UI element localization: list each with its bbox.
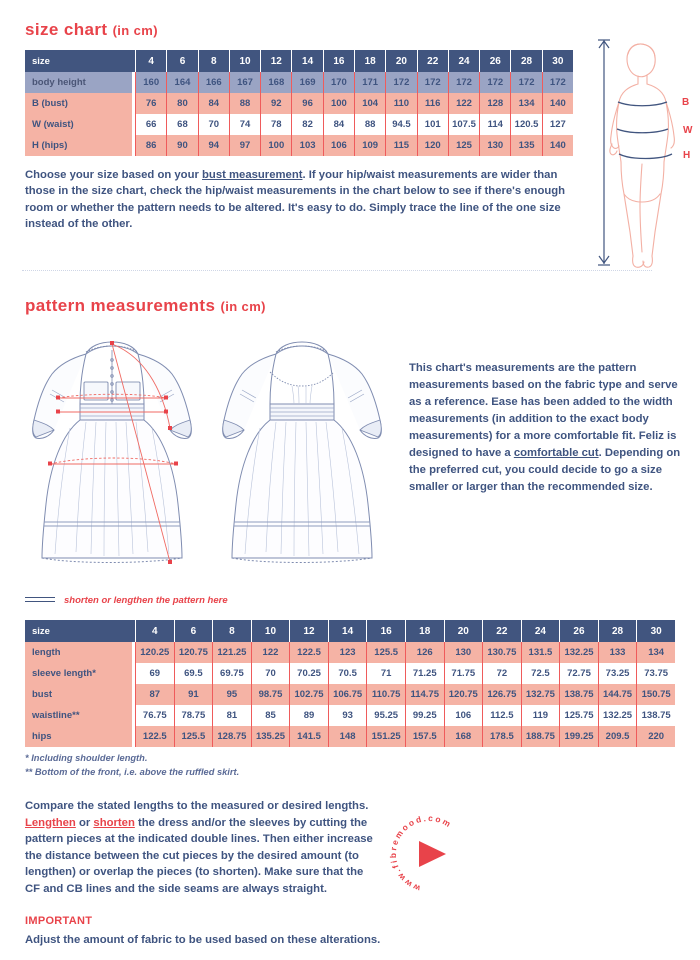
pattern-header-size-26: 26 [559, 620, 598, 642]
table-cell: 172 [479, 72, 510, 93]
size-chart-header-size: size [25, 50, 135, 72]
table-cell: 73.75 [636, 663, 675, 684]
size-chart-header-size-6: 6 [166, 50, 197, 72]
table-cell: 135 [510, 135, 541, 156]
table-cell: 125.5 [174, 726, 213, 747]
footnote-one: * Including shoulder length. [25, 753, 148, 763]
size-chart-table-head [25, 50, 573, 72]
table-cell: 101 [417, 114, 448, 135]
table-row [25, 663, 675, 684]
pattern-header-size-28: 28 [598, 620, 637, 642]
table-cell: 116 [417, 93, 448, 114]
table-cell: 172 [510, 72, 541, 93]
row-label: waistline** [25, 705, 135, 726]
table-cell: 104 [354, 93, 385, 114]
table-cell: 125.5 [366, 642, 405, 663]
paragraph-pre: Choose your size based on your [25, 169, 203, 181]
pattern-table-head [25, 620, 675, 642]
table-cell: 169 [291, 72, 322, 93]
table-cell: 171 [354, 72, 385, 93]
size-chart-header-size-14: 14 [291, 50, 322, 72]
table-cell: 87 [135, 684, 174, 705]
pattern-heading-text: pattern measurements [25, 296, 216, 315]
row-label: body height [25, 72, 135, 93]
table-cell: 70.5 [328, 663, 367, 684]
alterations-paragraph [25, 798, 380, 897]
table-cell: 126.75 [482, 684, 521, 705]
table-cell: 86 [135, 135, 166, 156]
pattern-table-body [25, 642, 675, 747]
figure-label-bust: B [682, 97, 690, 108]
table-cell: 172 [542, 72, 573, 93]
table-cell: 131.5 [521, 642, 560, 663]
pattern-measurements-table [25, 620, 675, 747]
table-cell: 98.75 [251, 684, 290, 705]
pattern-header-size-18: 18 [405, 620, 444, 642]
dress-drawings-svg [24, 332, 394, 587]
table-cell: 138.75 [559, 684, 598, 705]
table-row [25, 684, 675, 705]
fibremood-logo-svg [387, 812, 468, 894]
table-cell: 94 [198, 135, 229, 156]
pattern-header-size: size [25, 620, 135, 642]
table-cell: 114 [479, 114, 510, 135]
pattern-header-size-6: 6 [174, 620, 213, 642]
table-row [25, 726, 675, 747]
size-chart-paragraph [25, 167, 577, 233]
size-chart-heading [25, 20, 158, 40]
table-row [25, 642, 675, 663]
table-cell: 80 [166, 93, 197, 114]
pattern-header-size-10: 10 [251, 620, 290, 642]
alterations-rest: the dress and/or the sleeves by cutting the pattern pieces at the indicated double lines. Then either increase the distance between the cut pieces by the desired amount (to lengthen) or overlap the pieces (to shorten). Make sure that the CF and CB lines and the side seams are always straight. [25, 816, 373, 895]
table-cell: 94.5 [385, 114, 416, 135]
table-cell: 71 [366, 663, 405, 684]
table-cell: 68 [166, 114, 197, 135]
row-label: H (hips) [25, 135, 135, 156]
table-cell: 144.75 [598, 684, 637, 705]
lengthen-link[interactable]: Lengthen [25, 816, 76, 829]
size-chart-header-size-28: 28 [510, 50, 541, 72]
table-cell: 119 [521, 705, 560, 726]
table-cell: 168 [444, 726, 483, 747]
pattern-header-size-22: 22 [482, 620, 521, 642]
table-cell: 141.5 [289, 726, 328, 747]
table-cell: 132.25 [598, 705, 637, 726]
size-chart-header-size-24: 24 [448, 50, 479, 72]
alterations-line1: Compare the stated lengths to the measured or desired lengths. [25, 800, 369, 812]
table-cell: 123 [328, 642, 367, 663]
size-chart-table-wrap [25, 50, 573, 156]
table-cell: 72.75 [559, 663, 598, 684]
table-cell: 69.75 [212, 663, 251, 684]
table-cell: 85 [251, 705, 290, 726]
table-cell: 120 [417, 135, 448, 156]
double-line-key-caption: shorten or lengthen the pattern here [64, 595, 228, 606]
table-cell: 69.5 [174, 663, 213, 684]
table-cell: 172 [448, 72, 479, 93]
table-header-row [25, 620, 675, 642]
pattern-heading-unit: (in cm) [220, 299, 266, 314]
pattern-header-size-12: 12 [289, 620, 328, 642]
bust-measurement-link[interactable]: bust measurement [202, 169, 303, 181]
table-cell: 66 [135, 114, 166, 135]
table-cell: 172 [385, 72, 416, 93]
pattern-header-size-8: 8 [212, 620, 251, 642]
table-cell: 178.5 [482, 726, 521, 747]
row-label: hips [25, 726, 135, 747]
table-cell: 78 [260, 114, 291, 135]
table-cell: 71.25 [405, 663, 444, 684]
table-cell: 102.75 [289, 684, 328, 705]
size-chart-heading-text: size chart [25, 20, 108, 39]
table-cell: 91 [174, 684, 213, 705]
body-figure-svg [588, 32, 696, 272]
paragraph-post: . If your hip/waist measurements are wider than those in the size chart, check the hip/waist measurements in the chart below to see if there's enough room or whether the pattern needs to be altered. It's easy to do. Simply trace the line of the one size instead of the other. [25, 169, 566, 231]
table-cell: 82 [291, 114, 322, 135]
table-cell: 71.75 [444, 663, 483, 684]
table-cell: 78.75 [174, 705, 213, 726]
table-cell: 70 [251, 663, 290, 684]
table-cell: 115 [385, 135, 416, 156]
dress-back-view [223, 342, 382, 563]
table-cell: 106 [444, 705, 483, 726]
table-cell: 70 [198, 114, 229, 135]
table-cell: 100 [260, 135, 291, 156]
table-cell: 172 [417, 72, 448, 93]
size-chart-table [25, 50, 573, 156]
table-cell: 135.25 [251, 726, 290, 747]
row-label: length [25, 642, 135, 663]
pattern-paragraph-pre: This chart's measurements are the pattern measurements based on the fabric type and serve as a reference. Ease has been added to the width measurements (in addition to the exact body measurements) for a more comfortable fit. Feliz is designed to have a [409, 362, 678, 459]
table-cell: 132.25 [559, 642, 598, 663]
table-cell: 70.25 [289, 663, 328, 684]
size-chart-header-size-30: 30 [542, 50, 573, 72]
table-cell: 109 [354, 135, 385, 156]
table-cell: 130.75 [482, 642, 521, 663]
size-chart-header-size-18: 18 [354, 50, 385, 72]
table-cell: 72.5 [521, 663, 560, 684]
pattern-header-size-14: 14 [328, 620, 367, 642]
table-row [25, 135, 573, 156]
table-cell: 96 [291, 93, 322, 114]
table-cell: 120.75 [174, 642, 213, 663]
pattern-header-size-20: 20 [444, 620, 483, 642]
table-row [25, 114, 573, 135]
table-cell: 114.75 [405, 684, 444, 705]
size-chart-heading-unit: (in cm) [112, 23, 158, 38]
pattern-header-size-4: 4 [135, 620, 174, 642]
row-label: sleeve length* [25, 663, 135, 684]
table-cell: 88 [229, 93, 260, 114]
table-cell: 88 [354, 114, 385, 135]
table-cell: 76.75 [135, 705, 174, 726]
table-cell: 100 [323, 93, 354, 114]
size-chart-header-size-16: 16 [323, 50, 354, 72]
table-cell: 99.25 [405, 705, 444, 726]
fibremood-logo[interactable] [387, 812, 468, 894]
table-header-row [25, 50, 573, 72]
table-cell: 97 [229, 135, 260, 156]
size-chart-table-body [25, 72, 573, 156]
table-cell: 157.5 [405, 726, 444, 747]
table-cell: 120.75 [444, 684, 483, 705]
table-cell: 134 [510, 93, 541, 114]
table-cell: 95 [212, 684, 251, 705]
table-cell: 167 [229, 72, 260, 93]
table-row [25, 93, 573, 114]
size-chart-header-size-12: 12 [260, 50, 291, 72]
table-cell: 151.25 [366, 726, 405, 747]
table-row [25, 705, 675, 726]
table-cell: 110 [385, 93, 416, 114]
table-cell: 150.75 [636, 684, 675, 705]
table-cell: 170 [323, 72, 354, 93]
pattern-paragraph-post: . Depending on the preferred cut, you could decide to go a size smaller or larger than the recommended size. [409, 447, 681, 493]
table-cell: 128 [479, 93, 510, 114]
table-cell: 121.25 [212, 642, 251, 663]
play-triangle-icon [419, 841, 446, 867]
row-label: W (waist) [25, 114, 135, 135]
table-cell: 134 [636, 642, 675, 663]
alterations-or: or [75, 816, 94, 829]
table-cell: 220 [636, 726, 675, 747]
important-heading: IMPORTANT [25, 915, 93, 927]
size-chart-header-size-20: 20 [385, 50, 416, 72]
table-cell: 199.25 [559, 726, 598, 747]
table-cell: 72 [482, 663, 521, 684]
table-cell: 103 [291, 135, 322, 156]
body-measurement-figure [588, 32, 696, 272]
table-cell: 89 [289, 705, 328, 726]
table-cell: 125 [448, 135, 479, 156]
table-cell: 74 [229, 114, 260, 135]
table-cell: 84 [198, 93, 229, 114]
table-cell: 93 [328, 705, 367, 726]
table-cell: 69 [135, 663, 174, 684]
table-cell: 130 [444, 642, 483, 663]
table-cell: 107.5 [448, 114, 479, 135]
table-cell: 81 [212, 705, 251, 726]
footnote-two: ** Bottom of the front, i.e. above the ruffled skirt. [25, 767, 240, 777]
table-cell: 138.75 [636, 705, 675, 726]
table-cell: 84 [323, 114, 354, 135]
table-cell: 127 [542, 114, 573, 135]
row-label: B (bust) [25, 93, 135, 114]
table-cell: 122.5 [135, 726, 174, 747]
table-cell: 95.25 [366, 705, 405, 726]
shorten-link[interactable]: shorten [93, 816, 135, 829]
measurement-bands-icon [617, 102, 672, 159]
logo-circular-text: www.fibremood.com [387, 812, 455, 894]
table-cell: 106 [323, 135, 354, 156]
table-cell: 140 [542, 135, 573, 156]
important-text: Adjust the amount of fabric to be used based on these alterations. [25, 934, 381, 946]
pattern-header-size-30: 30 [636, 620, 675, 642]
comfortable-cut-link[interactable]: comfortable cut [513, 447, 599, 459]
table-row [25, 72, 573, 93]
table-cell: 122 [448, 93, 479, 114]
table-cell: 110.75 [366, 684, 405, 705]
section-divider [22, 270, 652, 271]
size-chart-header-size-22: 22 [417, 50, 448, 72]
table-cell: 132.75 [521, 684, 560, 705]
table-cell: 188.75 [521, 726, 560, 747]
table-cell: 130 [479, 135, 510, 156]
table-cell: 112.5 [482, 705, 521, 726]
table-cell: 164 [166, 72, 197, 93]
table-cell: 125.75 [559, 705, 598, 726]
table-cell: 126 [405, 642, 444, 663]
row-label: bust [25, 684, 135, 705]
pattern-header-size-16: 16 [366, 620, 405, 642]
table-cell: 148 [328, 726, 367, 747]
table-cell: 120.5 [510, 114, 541, 135]
pattern-measurements-paragraph [409, 360, 685, 496]
dress-front-view [33, 341, 192, 564]
female-body-outline-icon [610, 44, 674, 267]
height-arrow-icon [598, 40, 610, 265]
pattern-measurements-heading [25, 296, 266, 316]
table-cell: 120.25 [135, 642, 174, 663]
figure-label-waist: W [683, 125, 693, 136]
table-cell: 140 [542, 93, 573, 114]
table-cell: 73.25 [598, 663, 637, 684]
size-chart-header-size-4: 4 [135, 50, 166, 72]
pattern-table-wrap [25, 620, 675, 747]
table-cell: 133 [598, 642, 637, 663]
table-cell: 166 [198, 72, 229, 93]
size-chart-header-size-26: 26 [479, 50, 510, 72]
dress-technical-drawings [24, 332, 394, 587]
table-cell: 76 [135, 93, 166, 114]
table-cell: 128.75 [212, 726, 251, 747]
table-cell: 122.5 [289, 642, 328, 663]
size-chart-header-size-8: 8 [198, 50, 229, 72]
double-line-key-icon [25, 597, 55, 602]
table-cell: 106.75 [328, 684, 367, 705]
table-cell: 92 [260, 93, 291, 114]
table-cell: 90 [166, 135, 197, 156]
table-cell: 168 [260, 72, 291, 93]
table-cell: 160 [135, 72, 166, 93]
table-cell: 209.5 [598, 726, 637, 747]
table-cell: 122 [251, 642, 290, 663]
size-chart-header-size-10: 10 [229, 50, 260, 72]
figure-label-hips: H [683, 150, 691, 161]
pattern-header-size-24: 24 [521, 620, 560, 642]
